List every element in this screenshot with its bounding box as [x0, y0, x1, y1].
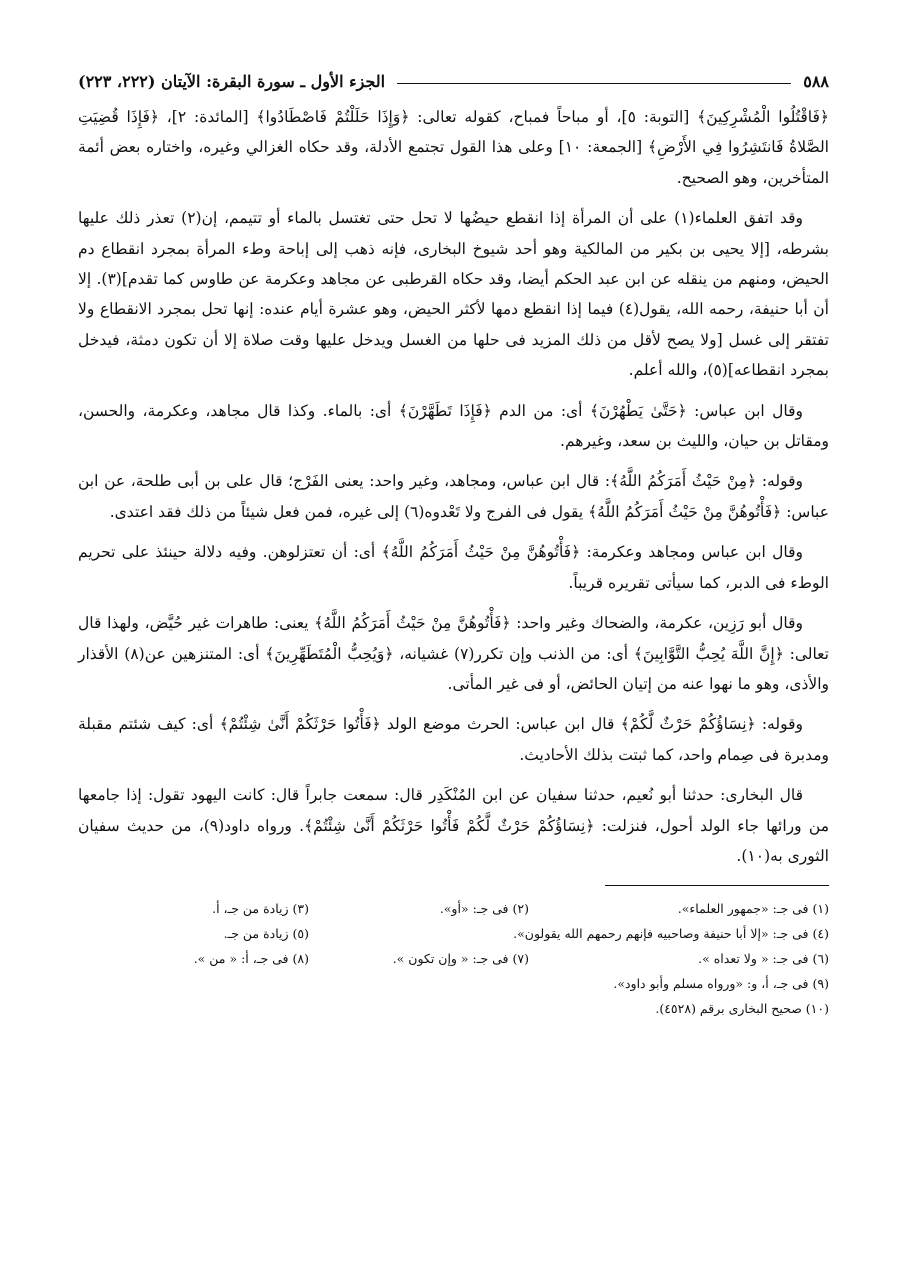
paragraph: وقوله: ﴿مِنْ حَيْثُ أَمَرَكُمُ اللَّهُ﴾: قال ابن عباس، ومجاهد، وغير واحد: يعنى الفَرْج؛ قال على بن أبى طلحة، عن ابن عباس: ﴿فَأْتُوهُنَّ مِنْ حَيْثُ أَمَرَكُمُ اللَّهُ﴾ يقول فى الفرج ولا تَعْدوه(٦) إلى غيره، فمن فعل شيئاً من ذلك فقد اعتدى. — [78, 472, 829, 521]
paragraph: ﴿فَاقْتُلُوا الْمُشْرِكِينَ﴾ [التوبة: ٥]، أو مباحاً فمباح، كقوله تعالى: ﴿وَإِذَا حَلَلْتُمْ فَاصْطَادُوا﴾ [المائدة: ٢]، ﴿فَإِذَا قُضِيَتِ الصَّلاةُ فَانتَشِرُوا فِي الأَرْضِ﴾ [الجمعة: ١٠] وعلى هذا القول تجتمع الأدلة، وقد حكاه الغزالي وغيره، واختاره بعض أئمة المتأخرين، وهو الصحيح. — [78, 108, 830, 187]
running-title: الجزء الأول ـ سورة البقرة: الآيتان (٢٢٢، ٢٢٣) — [78, 71, 386, 91]
footnote: (١) فى جـ: «جمهور العلماء». — [677, 901, 829, 917]
footnote-row — [78, 971, 829, 996]
footnote — [309, 921, 529, 946]
paragraph: وقد اتفق العلماء(١) على أن المرأة إذا انقطع حيضُها لا تحل حتى تغتسل بالماء أو تتيمم، إن(٢) تعذر ذلك عليها بشرطه، [إلا يحيى بن بكير من المالكية وهو أحد شيوخ البخارى، فإنه ذهب إلى إباحة وطء المرأة بمجرد انقطاع دم الحيض، ومنهم من ينقله عن ابن عبد الحكم أيضا، وقد حكاه القرطبى عن مجاهد وعكرمة عن طاوس كما تقدم](٣). إلا أن أبا حنيفة، رحمه الله، يقول(٤) فيما إذا انقطع دمها لأكثر الحيض، وهو عشرة أيام عنده: إنها تحل بمجرد الانقطاع ولا تفتقر إلى غسل [ولا يصح لأقل من ذلك المزيد فى حلها من الغسل ويدخل عليها وقت صلاة إلا أن تكون دمثة، فيدخل بمجرد انقطاعه](٥)، والله أعلم. — [78, 209, 829, 380]
main-text — [78, 102, 829, 871]
footnote: (١٠) صحيح البخارى برقم (٤٥٢٨). — [655, 1001, 829, 1017]
footnote: (٨) فى جـ، أ: « من ». — [193, 951, 309, 967]
footnote-row — [78, 896, 829, 921]
footnote: (٤) فى جـ: «إلا أبا حنيفة وصاحبيه فإنهم رحمهم الله يقولون». — [513, 926, 829, 942]
footnote-row — [78, 996, 829, 1021]
footnotes — [78, 896, 829, 1021]
paragraph: وقوله: ﴿نِسَاؤُكُمْ حَرْثٌ لَّكُمْ﴾ قال ابن عباس: الحرث موضع الولد ﴿فَأْتُوا حَرْثَكُمْ أَنَّىٰ شِئْتُمْ﴾ أى: كيف شئتم مقبلة ومدبرة فى صِمام واحد، كما ثبتت بذلك الأحاديث. — [78, 715, 829, 764]
paragraph: وقال ابن عباس ومجاهد وعكرمة: ﴿فَأْتُوهُنَّ مِنْ حَيْثُ أَمَرَكُمُ اللَّهُ﴾ أى: أن تعتزلوهن. وفيه دلالة حينئذ على تحريم الوطء فى الدبر، كما سيأتى تقريره قريباً. — [78, 543, 829, 592]
header-rule — [397, 83, 791, 84]
footnote: (٩) فى جـ، أ، و: «ورواه مسلم وأبو داود». — [613, 976, 829, 992]
footnote-separator — [605, 885, 829, 886]
paragraph: وقال ابن عباس: ﴿حَتَّىٰ يَطْهُرْنَ﴾ أى: من الدم ﴿فَإِذَا تَطَهَّرْنَ﴾ أى: بالماء. وكذا قال مجاهد، وعكرمة، والحسن، ومقاتل بن حيان، والليث بن سعد، وغيرهم. — [78, 401, 829, 451]
footnote-row — [78, 921, 829, 946]
footnote-row — [78, 946, 829, 971]
paragraph: قال البخارى: حدثنا أبو نُعيم، حدثنا سفيان عن ابن المُنْكَدِر قال: سمعت جابراً قال: كانت اليهود تقول: إذا جامعها من ورائها جاء الولد أحول، فنزلت: ﴿نِسَاؤُكُمْ حَرْثٌ لَّكُمْ فَأْتُوا حَرْثَكُمْ أَنَّىٰ شِئْتُمْ﴾. ورواه داود(٩)، من حديث سفيان الثورى به(١٠). — [78, 786, 829, 865]
footnote: (٢) فى جـ: «أو». — [439, 901, 529, 917]
page-header — [78, 68, 829, 94]
page-number: ٥٨٨ — [803, 71, 829, 91]
footnote: (٥) زيادة من جـ. — [223, 926, 309, 942]
paragraph: وقال أبو رَزِين، عكرمة، والضحاك وغير واحد: ﴿فَأْتُوهُنَّ مِنْ حَيْثُ أَمَرَكُمُ اللَّهُ﴾ يعنى: طاهرات غير حُيَّض، ولهذا قال تعالى: ﴿إِنَّ اللَّهَ يُحِبُّ التَّوَّابِينَ﴾ أى: من الذنب وإن تكرر(٧) غشيانه، ﴿وَيُحِبُّ الْمُتَطَهِّرِينَ﴾ أى: المتنزهين عن(٨) الأقذار والأذى، وهو ما نهوا عنه من إتيان الحائض، أو فى غير المأتى. — [78, 614, 829, 693]
footnote: (٦) فى جـ: « ولا تعداه ». — [698, 951, 829, 967]
footnote: (٧) فى جـ: « وإن تكون ». — [392, 951, 529, 967]
footnote: (٣) زيادة من جـ، أ. — [212, 901, 309, 917]
